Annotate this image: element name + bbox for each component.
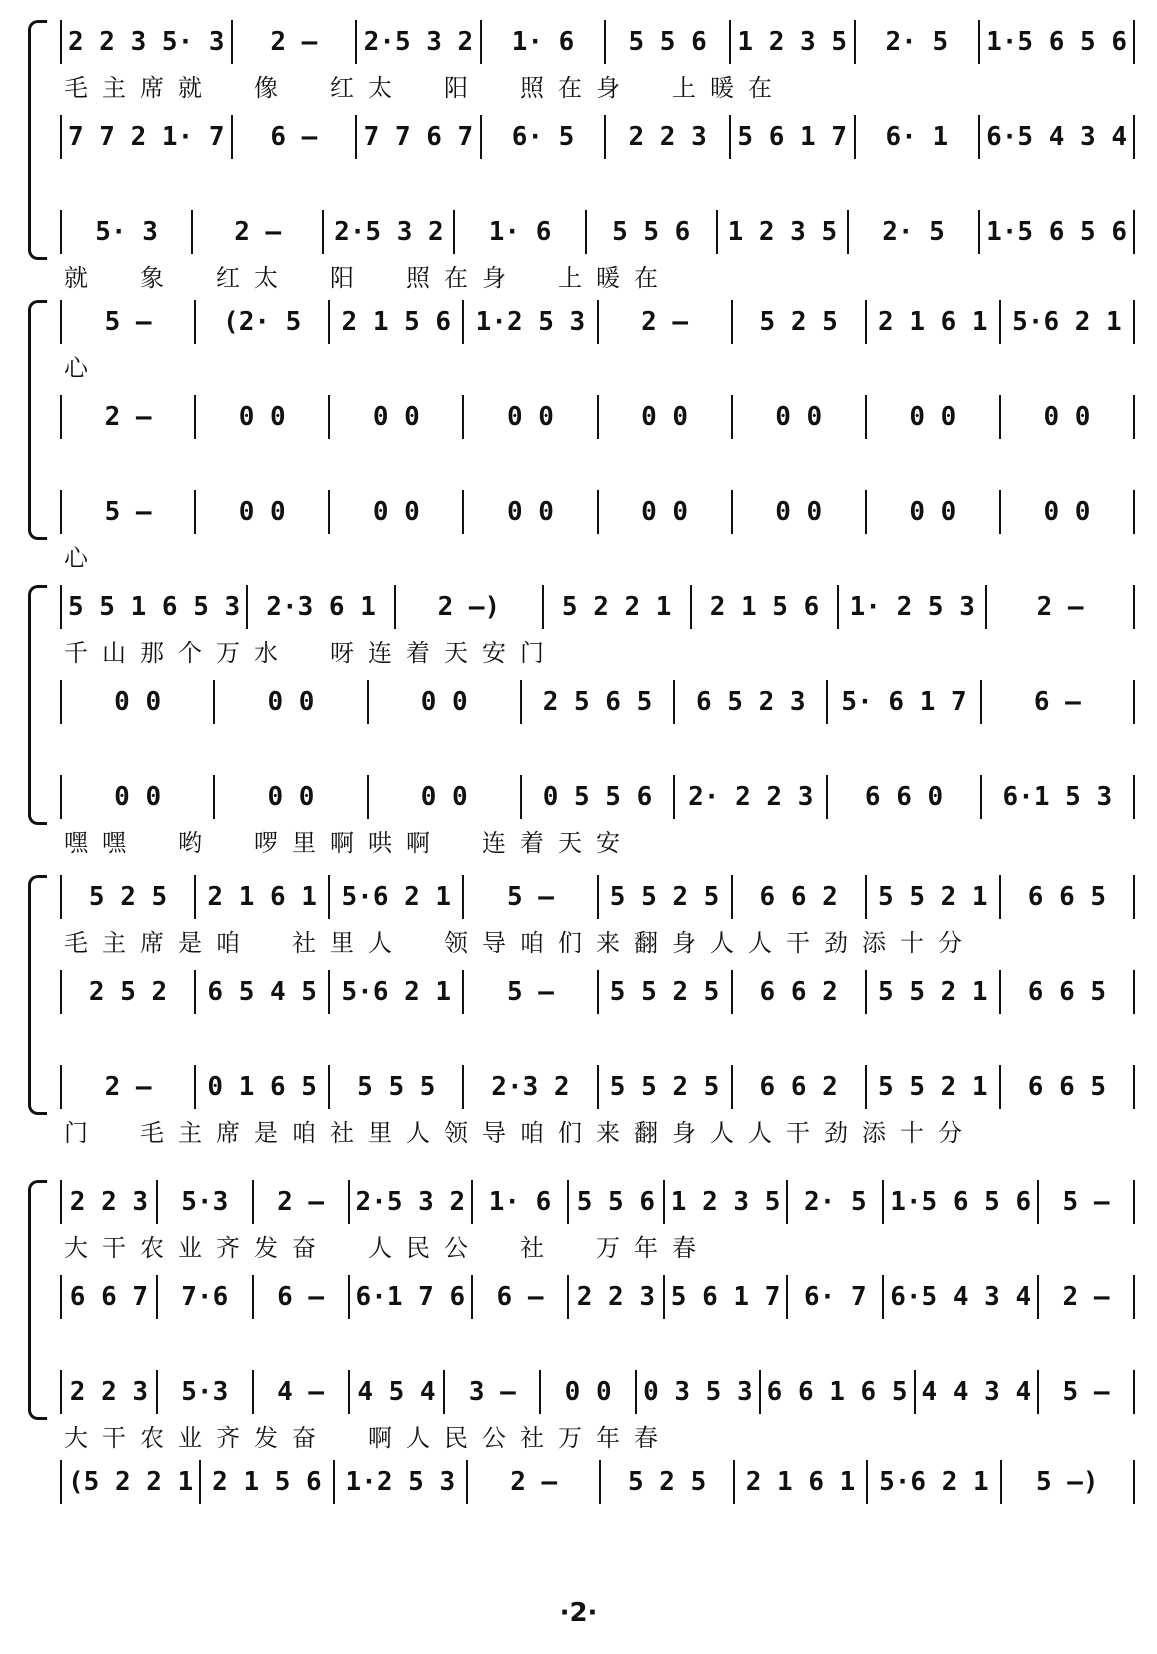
- measure-row: [60, 115, 1135, 159]
- measure: 2· 5: [788, 1180, 884, 1224]
- measure: 0 0: [215, 775, 368, 819]
- measure-row: [60, 680, 1135, 724]
- measure: 6 6 2: [733, 970, 867, 1014]
- measure: 1· 6: [473, 1180, 569, 1224]
- measure: 6 –: [982, 680, 1135, 724]
- system-brace: [28, 875, 47, 1115]
- lyrics-line: 千山那个万水 呀连着天安门: [64, 639, 558, 667]
- measure: 6· 7: [788, 1275, 884, 1319]
- measure: 6 6 5: [1001, 970, 1135, 1014]
- measure: 2 2 3: [60, 1180, 158, 1224]
- measure: 5 –: [464, 970, 598, 1014]
- measure: 5·6 2 1: [330, 875, 464, 919]
- measure: 2 2 3: [606, 115, 731, 159]
- measure: 1· 2 5 3: [839, 585, 987, 629]
- measure: 5 5 6: [606, 20, 731, 64]
- measure: 2 –: [60, 1065, 196, 1109]
- measure: 1·2 5 3: [464, 300, 598, 344]
- measure: 5 5 6: [569, 1180, 665, 1224]
- page-number: ·2·: [559, 1598, 598, 1628]
- staff-line: [60, 490, 1135, 572]
- measure: 0 0: [1001, 490, 1135, 534]
- measure: 4 5 4: [350, 1370, 446, 1414]
- lyrics-line: 心: [64, 544, 102, 572]
- measure: 3 –: [445, 1370, 541, 1414]
- measure: 6·5 4 3 4: [884, 1275, 1039, 1319]
- measure: 0 0: [369, 775, 522, 819]
- measure: 5 –: [1039, 1180, 1135, 1224]
- measure-row: [60, 875, 1135, 919]
- measure: 5·6 2 1: [1001, 300, 1135, 344]
- measure: 6 6 5: [1001, 1065, 1135, 1109]
- measure: 2 –: [254, 1180, 350, 1224]
- score-system: [20, 1460, 1135, 1504]
- measure: 4 4 3 4: [916, 1370, 1040, 1414]
- lyrics-line: 毛主席是咱 社里人 领导咱们来翻身人人干劲添十分: [64, 929, 976, 957]
- measure: 6 –: [233, 115, 358, 159]
- measure: 0 0: [369, 680, 522, 724]
- measure-row: [60, 775, 1135, 819]
- measure: 2 1 5 6: [330, 300, 464, 344]
- measure: 5 –: [60, 490, 196, 534]
- measure: 0 0: [1001, 395, 1135, 439]
- lyrics-line: 就 象 红太 阳 照在身 上暖在: [64, 264, 672, 292]
- staff-line: [60, 775, 1135, 857]
- measure: 1 2 3 5: [731, 20, 856, 64]
- measure: 5 2 2 1: [544, 585, 692, 629]
- staff-line: [60, 20, 1135, 102]
- staff-line: [60, 115, 1135, 159]
- measure: 7·6: [158, 1275, 254, 1319]
- measure: 2 –: [599, 300, 733, 344]
- measure: 0 0: [196, 395, 330, 439]
- measure: 5· 6 1 7: [828, 680, 981, 724]
- measure-row: [60, 1275, 1135, 1319]
- measure: 4 –: [254, 1370, 350, 1414]
- measure: 5 5 5: [330, 1065, 464, 1109]
- measure-row: [60, 210, 1135, 254]
- measure-row: [60, 1065, 1135, 1109]
- lyrics-line: 心: [64, 354, 102, 382]
- measure: 0 0: [733, 490, 867, 534]
- measure: 2 –): [396, 585, 544, 629]
- measure: 6 6 7: [60, 1275, 158, 1319]
- measure: 0 0: [330, 395, 464, 439]
- measure: 0 0: [330, 490, 464, 534]
- measure: 2·5 3 2: [350, 1180, 474, 1224]
- measure: 0 0: [196, 490, 330, 534]
- measure: (2· 5: [196, 300, 330, 344]
- measure: 5 5 2 5: [599, 875, 733, 919]
- staff-line: [60, 1460, 1135, 1504]
- staff-line: [60, 970, 1135, 1014]
- measure: 2 2 3: [569, 1275, 665, 1319]
- measure: 6·1 7 6: [350, 1275, 474, 1319]
- measure: 5 2 5: [733, 300, 867, 344]
- measure: 2·3 2: [464, 1065, 598, 1109]
- measure: 2·5 3 2: [357, 20, 482, 64]
- measure: 2·5 3 2: [324, 210, 455, 254]
- measure: 2·3 6 1: [248, 585, 396, 629]
- score-system: [20, 875, 1135, 1159]
- measure: 5· 3: [60, 210, 193, 254]
- measure: 5 –): [1002, 1460, 1135, 1504]
- staff-line: [60, 680, 1135, 724]
- measure: 6 6 0: [828, 775, 981, 819]
- score-system: [20, 585, 1135, 869]
- measure: 2 1 6 1: [196, 875, 330, 919]
- measure: 0 3 5 3: [637, 1370, 761, 1414]
- measure: 2· 5: [849, 210, 980, 254]
- measure: 0 0: [599, 395, 733, 439]
- staff-line: [60, 875, 1135, 957]
- measure: 2 1 6 1: [735, 1460, 868, 1504]
- measure: 1 2 3 5: [665, 1180, 789, 1224]
- measure: 6· 5: [482, 115, 607, 159]
- measure: 5 –: [60, 300, 196, 344]
- measure: 2· 5: [856, 20, 981, 64]
- measure: 5·3: [158, 1180, 254, 1224]
- lyrics-line: 毛主席就 像 红太 阳 照在身 上暖在: [64, 74, 786, 102]
- measure: 2 –: [1039, 1275, 1135, 1319]
- measure: 6 6 2: [733, 875, 867, 919]
- measure: 5 5 6: [587, 210, 718, 254]
- system-brace: [28, 585, 47, 825]
- staff-line: [60, 1065, 1135, 1147]
- measure: 0 0: [733, 395, 867, 439]
- measure: 6 5 4 5: [196, 970, 330, 1014]
- measure: 5 5 1 6 5 3: [60, 585, 248, 629]
- measure: 1 2 3 5: [718, 210, 849, 254]
- measure: 0 0: [464, 490, 598, 534]
- measure: 6 –: [254, 1275, 350, 1319]
- measure: 6 5 2 3: [675, 680, 828, 724]
- measure-row: [60, 20, 1135, 64]
- measure: 2 –: [193, 210, 324, 254]
- measure-row: [60, 300, 1135, 344]
- measure: 6· 1: [856, 115, 981, 159]
- measure: 1·5 6 5 6: [980, 210, 1135, 254]
- measure: 5 2 5: [60, 875, 196, 919]
- measure: 0 0: [867, 490, 1001, 534]
- measure-row: [60, 585, 1135, 629]
- measure: 1· 6: [482, 20, 607, 64]
- staff-line: [60, 1370, 1135, 1452]
- measure: 2 1 6 1: [867, 300, 1001, 344]
- measure: 2 2 3 5· 3: [60, 20, 233, 64]
- measure: (5 2 2 1: [60, 1460, 201, 1504]
- measure: 6 6 5: [1001, 875, 1135, 919]
- measure-row: [60, 1460, 1135, 1504]
- measure: 2 2 3: [60, 1370, 158, 1414]
- measure: 2 –: [233, 20, 358, 64]
- measure: 5 6 1 7: [665, 1275, 789, 1319]
- measure: 2 1 5 6: [201, 1460, 334, 1504]
- lyrics-line: 嘿嘿 哟 啰里啊哄啊 连着天安: [64, 829, 634, 857]
- lyrics-line: 门 毛主席是咱社里人领导咱们来翻身人人干劲添十分: [64, 1119, 976, 1147]
- measure: 0 0: [599, 490, 733, 534]
- measure: 5 5 2 5: [599, 1065, 733, 1109]
- measure: 0 0: [867, 395, 1001, 439]
- measure: 6·1 5 3: [982, 775, 1135, 819]
- system-brace: [28, 1180, 47, 1420]
- measure: 2 5 6 5: [522, 680, 675, 724]
- measure: 6 –: [473, 1275, 569, 1319]
- measure: 1·5 6 5 6: [980, 20, 1135, 64]
- measure-row: [60, 970, 1135, 1014]
- measure-row: [60, 1180, 1135, 1224]
- score-system: [20, 300, 1135, 584]
- measure: 6·5 4 3 4: [980, 115, 1135, 159]
- measure: 2 –: [468, 1460, 601, 1504]
- lyrics-line: 大干农业齐发奋 啊人民公社万年春: [64, 1424, 672, 1452]
- measure: 0 1 6 5: [196, 1065, 330, 1109]
- staff-line: [60, 210, 1135, 292]
- measure: 5 5 2 1: [867, 970, 1001, 1014]
- system-brace: [28, 20, 47, 260]
- measure: 5 5 2 1: [867, 1065, 1001, 1109]
- staff-line: [60, 300, 1135, 382]
- measure: 5·6 2 1: [330, 970, 464, 1014]
- measure: 5 –: [464, 875, 598, 919]
- measure: 0 0: [60, 680, 215, 724]
- measure: 7 7 6 7: [357, 115, 482, 159]
- measure: 6 6 2: [733, 1065, 867, 1109]
- measure: 2 1 5 6: [692, 585, 840, 629]
- score-system: [20, 1180, 1135, 1464]
- measure-row: [60, 1370, 1135, 1414]
- staff-line: [60, 1275, 1135, 1319]
- measure: 5 6 1 7: [731, 115, 856, 159]
- measure: 5 –: [1039, 1370, 1135, 1414]
- measure: 5·6 2 1: [868, 1460, 1001, 1504]
- measure: 2 –: [987, 585, 1135, 629]
- measure: 0 0: [541, 1370, 637, 1414]
- measure: 2 –: [60, 395, 196, 439]
- system-brace: [28, 300, 47, 540]
- measure: 0 0: [464, 395, 598, 439]
- measure: 1·2 5 3: [335, 1460, 468, 1504]
- measure: 7 7 2 1· 7: [60, 115, 233, 159]
- measure: 5 2 5: [601, 1460, 734, 1504]
- measure: 0 0: [60, 775, 215, 819]
- lyrics-line: 大干农业齐发奋 人民公 社 万年春: [64, 1234, 710, 1262]
- measure: 2· 2 2 3: [675, 775, 828, 819]
- measure: 1·5 6 5 6: [884, 1180, 1039, 1224]
- staff-line: [60, 585, 1135, 667]
- measure: 1· 6: [455, 210, 586, 254]
- measure: 5 5 2 1: [867, 875, 1001, 919]
- measure-row: [60, 490, 1135, 534]
- staff-line: [60, 395, 1135, 439]
- measure: 0 0: [215, 680, 368, 724]
- measure: 5 5 2 5: [599, 970, 733, 1014]
- measure-row: [60, 395, 1135, 439]
- measure: 2 5 2: [60, 970, 196, 1014]
- measure: 6 6 1 6 5: [761, 1370, 916, 1414]
- measure: 5·3: [158, 1370, 254, 1414]
- measure: 0 5 5 6: [522, 775, 675, 819]
- staff-line: [60, 1180, 1135, 1262]
- score-system: [20, 20, 1135, 304]
